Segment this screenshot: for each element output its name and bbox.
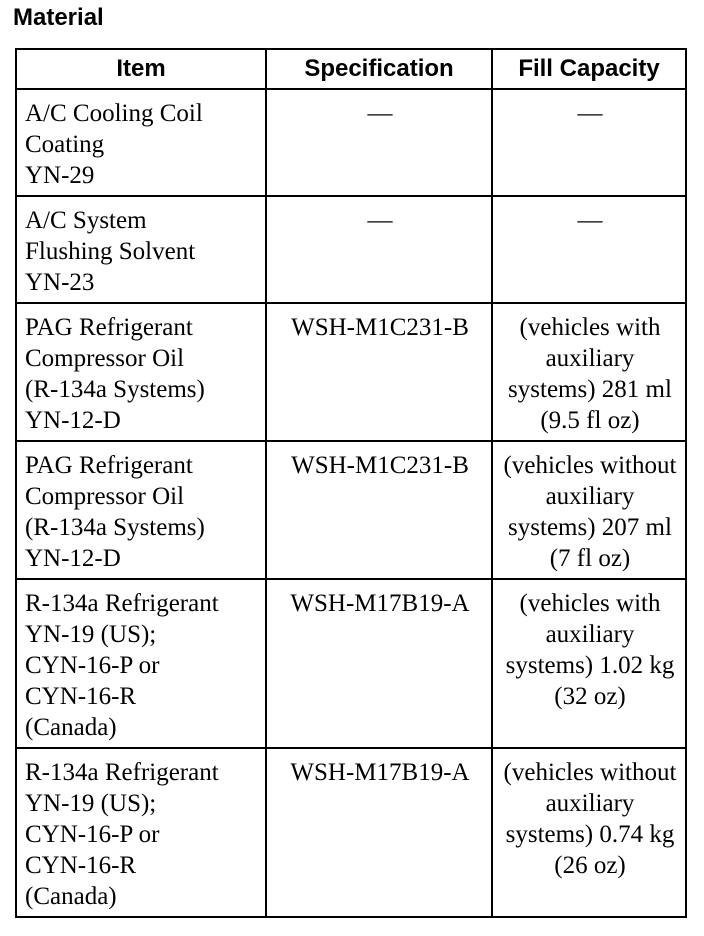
fill-capacity-cell: (vehicles with auxiliary systems) 281 ml (9.5 fl oz): [492, 303, 686, 441]
fill-capacity-cell: (vehicles with auxiliary systems) 1.02 kg (32 oz): [492, 579, 686, 748]
table-row: [16, 303, 686, 441]
fill-capacity-cell: —: [492, 89, 686, 196]
column-header-item: Item: [16, 49, 266, 89]
fill-capacity-cell: (vehicles without auxiliary systems) 207 ml (7 fl oz): [492, 441, 686, 579]
fill-capacity-cell: —: [492, 196, 686, 303]
item-cell: PAG Refrigerant Compressor Oil (R-134a Systems) YN-12-D: [16, 441, 266, 579]
table-row: [16, 748, 686, 917]
table-header-row: [16, 49, 686, 89]
specification-cell: WSH-M1C231-B: [266, 303, 492, 441]
item-cell: R-134a Refrigerant YN-19 (US); CYN-16-P or CYN-16-R (Canada): [16, 748, 266, 917]
table-row: [16, 441, 686, 579]
material-table: [15, 48, 687, 918]
item-cell: PAG Refrigerant Compressor Oil (R-134a Systems) YN-12-D: [16, 303, 266, 441]
item-cell: A/C Cooling Coil Coating YN-29: [16, 89, 266, 196]
specification-cell: WSH-M17B19-A: [266, 748, 492, 917]
table-row: [16, 89, 686, 196]
item-cell: R-134a Refrigerant YN-19 (US); CYN-16-P or CYN-16-R (Canada): [16, 579, 266, 748]
column-header-fill-capacity: Fill Capacity: [492, 49, 686, 89]
specification-cell: WSH-M17B19-A: [266, 579, 492, 748]
table-row: [16, 196, 686, 303]
specification-cell: —: [266, 89, 492, 196]
table-row: [16, 579, 686, 748]
column-header-specification: Specification: [266, 49, 492, 89]
fill-capacity-cell: (vehicles without auxiliary systems) 0.74 kg (26 oz): [492, 748, 686, 917]
section-heading: Material: [13, 4, 104, 31]
specification-cell: WSH-M1C231-B: [266, 441, 492, 579]
specification-cell: —: [266, 196, 492, 303]
item-cell: A/C System Flushing Solvent YN-23: [16, 196, 266, 303]
